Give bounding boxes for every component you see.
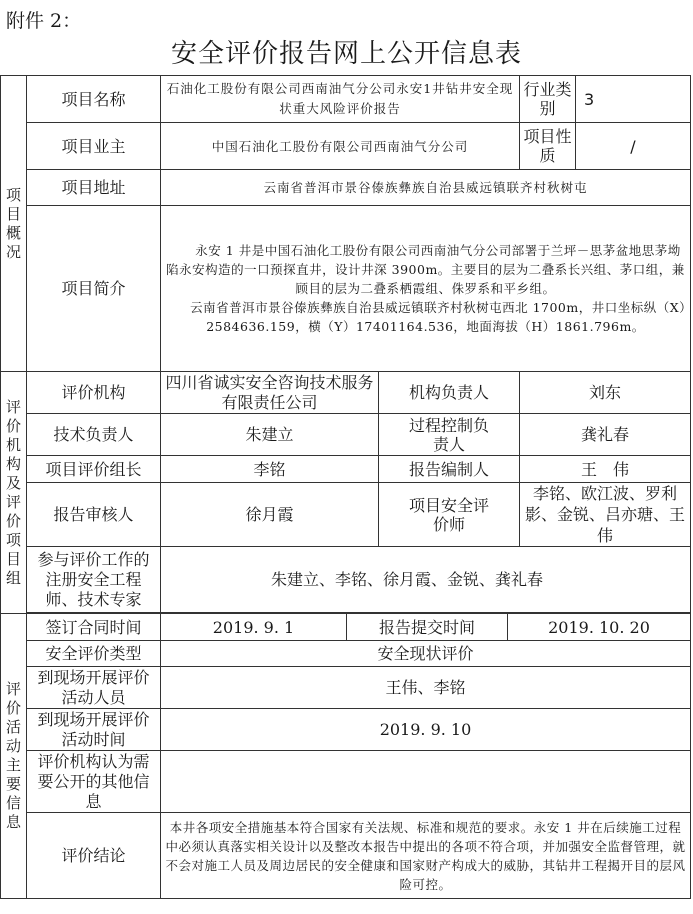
- field-staff-value: 王伟、李铭: [161, 667, 691, 709]
- intro-paragraph-1: 永安 1 井是中国石油化工股份有限公司西南油气分公司部署于兰坪－思茅盆地思茅坳陷永安构造的一口预探直井，设计井深 3900m。主要目的层为二叠系长兴组、茅口组，兼顾目的层为二叠系栖霞组、侏罗系和平乡组。: [166, 243, 685, 296]
- nature-value: /: [630, 136, 636, 156]
- submit-date-label: 报告提交时间: [347, 614, 508, 640]
- assessors-value: 李铭、欧江波、罗利影、金锐、吕亦瑭、王伟: [520, 483, 691, 547]
- contract-date-label: 签订合同时间: [27, 614, 161, 641]
- nature-cell: [520, 123, 691, 170]
- section-org: 评价机构及评价项目组: [1, 372, 27, 614]
- eval-type-value: 安全现状评价: [161, 641, 691, 667]
- row-conclusion: [1, 813, 691, 899]
- section-activity: 评价活动主要信息: [1, 614, 27, 899]
- project-address-value: 云南省普洱市景谷傣族彝族自治县威远镇联齐村秋树屯: [161, 170, 691, 206]
- row-field-staff: [1, 667, 691, 709]
- project-owner-label: 项目业主: [27, 123, 161, 170]
- engineers-value: 朱建立、李铭、徐月霞、金锐、龚礼春: [161, 547, 691, 613]
- conclusion-label: 评价结论: [27, 813, 161, 899]
- team-lead-value: 李铭: [161, 456, 379, 483]
- section-overview: 项目概况: [1, 76, 27, 372]
- row-project-intro: [1, 206, 691, 372]
- attachment-label: 附件 2：: [6, 10, 82, 32]
- conclusion-value: 本井各项安全措施基本符合国家有关法规、标准和规范的要求。永安 1 井在后续施工过程中必须认真落实相关设计以及整改本报告中提出的各项不符合项，并加强安全监督管理，就不会对施工人员及周边居民的安全健康和国家财产构成大的威胁，其钻井工程揭开目的层风险可控。: [161, 813, 691, 899]
- industry-label: 行业类别: [520, 76, 576, 122]
- nature-label: 项目性质: [520, 123, 576, 169]
- row-project-address: [1, 170, 691, 206]
- report-writer-label: 报告编制人: [379, 456, 520, 483]
- project-name-value: 石油化工股份有限公司西南油气分公司永安1井钻井安全现状重大风险评价报告: [161, 76, 520, 123]
- row-project-owner: [1, 123, 691, 170]
- dates-cell: [161, 614, 691, 641]
- field-time-label: 到现场开展评价活动时间: [27, 709, 161, 751]
- page-title: 安全评价报告网上公开信息表: [170, 39, 522, 69]
- process-ctrl-value: 龚礼春: [520, 414, 691, 456]
- info-table: [0, 75, 691, 899]
- industry-cell: [520, 76, 691, 123]
- other-info-label: 评价机构认为需要公开的其他信息: [27, 751, 161, 813]
- project-name-label: 项目名称: [27, 76, 161, 123]
- row-dates: [1, 614, 691, 641]
- project-intro-value: [161, 206, 691, 372]
- tech-head-label: 技术负责人: [27, 414, 161, 456]
- row-reviewer: [1, 483, 691, 547]
- project-intro-label: 项目简介: [27, 206, 161, 372]
- project-address-label: 项目地址: [27, 170, 161, 206]
- agency-label: 评价机构: [27, 372, 161, 414]
- agency-head-label: 机构负责人: [379, 372, 520, 414]
- eval-type-label: 安全评价类型: [27, 641, 161, 667]
- row-field-time: [1, 709, 691, 751]
- team-lead-label: 项目评价组长: [27, 456, 161, 483]
- row-team-lead: [1, 456, 691, 483]
- industry-value: 3: [584, 89, 595, 109]
- process-ctrl-label: 过程控制负责人: [379, 414, 520, 456]
- tech-head-value: 朱建立: [161, 414, 379, 456]
- report-writer-value: 王 伟: [520, 456, 691, 483]
- row-agency: [1, 372, 691, 414]
- row-other-info: [1, 751, 691, 813]
- engineers-label: 参与评价工作的注册安全工程师、技术专家: [27, 547, 161, 613]
- submit-date-value: 2019. 10. 20: [548, 617, 650, 637]
- project-owner-value: 中国石油化工股份有限公司西南油气分公司: [161, 123, 520, 170]
- agency-value: 四川省诚实安全咨询技术服务有限责任公司: [161, 372, 379, 414]
- row-eval-type: [1, 641, 691, 667]
- row-engineers: [1, 547, 691, 613]
- row-project-name: [1, 76, 691, 123]
- field-staff-label: 到现场开展评价活动人员: [27, 667, 161, 709]
- intro-paragraph-2: 云南省普洱市景谷傣族彝族自治县威远镇联齐村秋树屯西北 1700m，井口坐标纵（X）2584636.159，横（Y）17401164.536，地面海拔（H）1861.796m。: [190, 300, 686, 334]
- row-tech-head: [1, 414, 691, 456]
- other-info-value: [161, 751, 691, 813]
- reviewer-value: 徐月霞: [161, 483, 379, 547]
- reviewer-label: 报告审核人: [27, 483, 161, 547]
- field-time-value: 2019. 9. 10: [161, 709, 691, 751]
- agency-head-value: 刘东: [520, 372, 691, 414]
- assessors-label: 项目安全评价师: [379, 483, 520, 547]
- contract-date-value: 2019. 9. 1: [161, 614, 347, 640]
